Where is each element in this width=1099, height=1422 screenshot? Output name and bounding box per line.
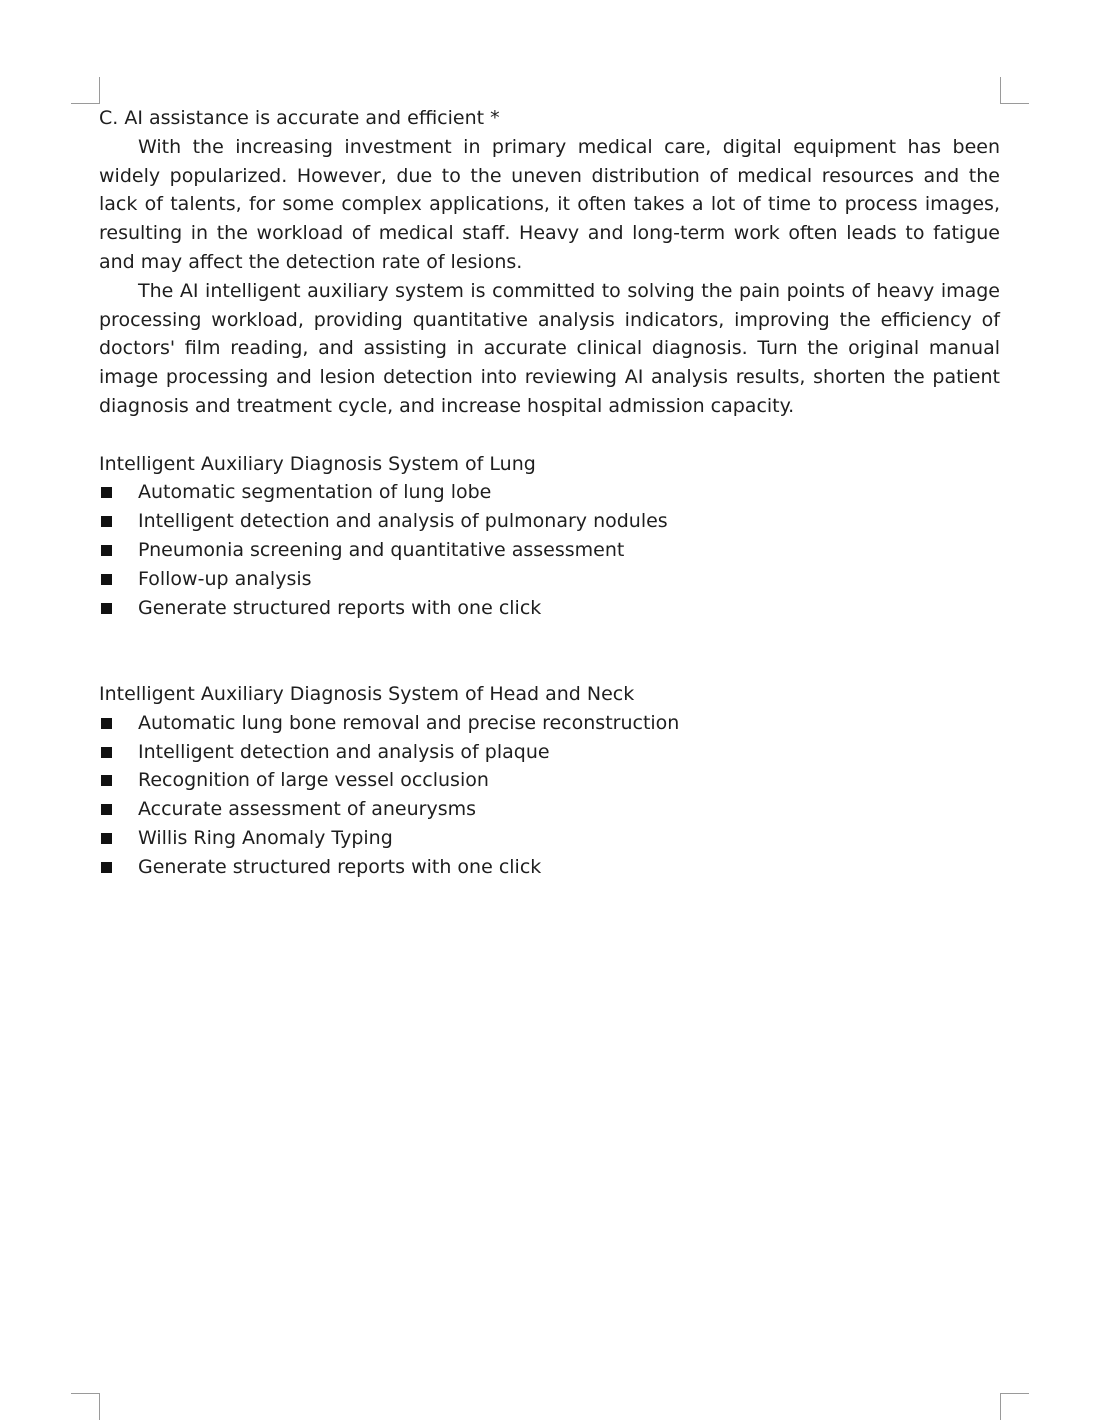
head-neck-feature-list	[99, 709, 1000, 882]
section-heading: C. AI assistance is accurate and efficient *	[99, 107, 500, 129]
list-item	[99, 738, 1000, 767]
black-square-bullet-icon	[101, 804, 112, 815]
list-item	[99, 507, 1000, 536]
list-item-text: Accurate assessment of aneurysms	[138, 798, 477, 821]
document-body	[99, 104, 1000, 882]
list-item-text: Pneumonia screening and quantitative assessment	[138, 538, 625, 561]
black-square-bullet-icon	[101, 574, 112, 585]
black-square-bullet-icon	[101, 718, 112, 729]
ai-system-paragraph: The AI intelligent auxiliary system is committed to solving the pain points of heavy image processing workload, providing quantitative analysis indicators, improving the efficiency of doctors' film reading, and assisting in accurate clinical diagnosis. Turn the original manual image processing and lesion detection into reviewing AI analysis results, shorten the patient diagnosis and treatment cycle, and increase hospital admission capacity.	[99, 279, 1000, 417]
intro-paragraph: With the increasing investment in primary medical care, digital equipment has been widely popularized. However, due to the uneven distribution of medical resources and the lack of talents, for some complex applications, it often takes a lot of time to process images, resulting in the workload of medical staff. Heavy and long-term work often leads to fatigue and may affect the detection rate of lesions.	[99, 135, 1000, 273]
list-item	[99, 565, 1000, 594]
blank-line	[99, 421, 1000, 450]
black-square-bullet-icon	[101, 775, 112, 786]
bottom-left-corner-mark-icon	[71, 1393, 100, 1420]
list-item-text: Automatic lung bone removal and precise reconstruction	[138, 711, 680, 734]
list-item-text: Intelligent detection and analysis of plaque	[138, 740, 550, 763]
list-item	[99, 709, 1000, 738]
blank-lines	[99, 622, 1000, 680]
black-square-bullet-icon	[101, 487, 112, 498]
black-square-bullet-icon	[101, 747, 112, 758]
list-item	[99, 824, 1000, 853]
list-item-text: Intelligent detection and analysis of pulmonary nodules	[138, 510, 668, 533]
list-item-text: Generate structured reports with one click	[138, 596, 542, 619]
bottom-right-corner-mark-icon	[1000, 1393, 1029, 1420]
top-right-corner-mark-icon	[1000, 77, 1029, 104]
list-item-text: Follow-up analysis	[138, 567, 312, 590]
lung-feature-list	[99, 478, 1000, 622]
list-item	[99, 766, 1000, 795]
list-item-text: Automatic segmentation of lung lobe	[138, 481, 492, 504]
list-item	[99, 536, 1000, 565]
list-item	[99, 594, 1000, 623]
list-item-text: Recognition of large vessel occlusion	[138, 769, 489, 792]
top-left-corner-mark-icon	[71, 77, 100, 104]
list-item-text: Willis Ring Anomaly Typing	[138, 826, 393, 849]
list-item	[99, 795, 1000, 824]
list-item	[99, 478, 1000, 507]
black-square-bullet-icon	[101, 833, 112, 844]
black-square-bullet-icon	[101, 516, 112, 527]
lung-system-title: Intelligent Auxiliary Diagnosis System of Lung	[99, 452, 536, 475]
black-square-bullet-icon	[101, 862, 112, 873]
list-item	[99, 853, 1000, 882]
head-neck-system-title: Intelligent Auxiliary Diagnosis System of Head and Neck	[99, 682, 635, 705]
black-square-bullet-icon	[101, 603, 112, 614]
black-square-bullet-icon	[101, 545, 112, 556]
list-item-text: Generate structured reports with one click	[138, 855, 542, 878]
